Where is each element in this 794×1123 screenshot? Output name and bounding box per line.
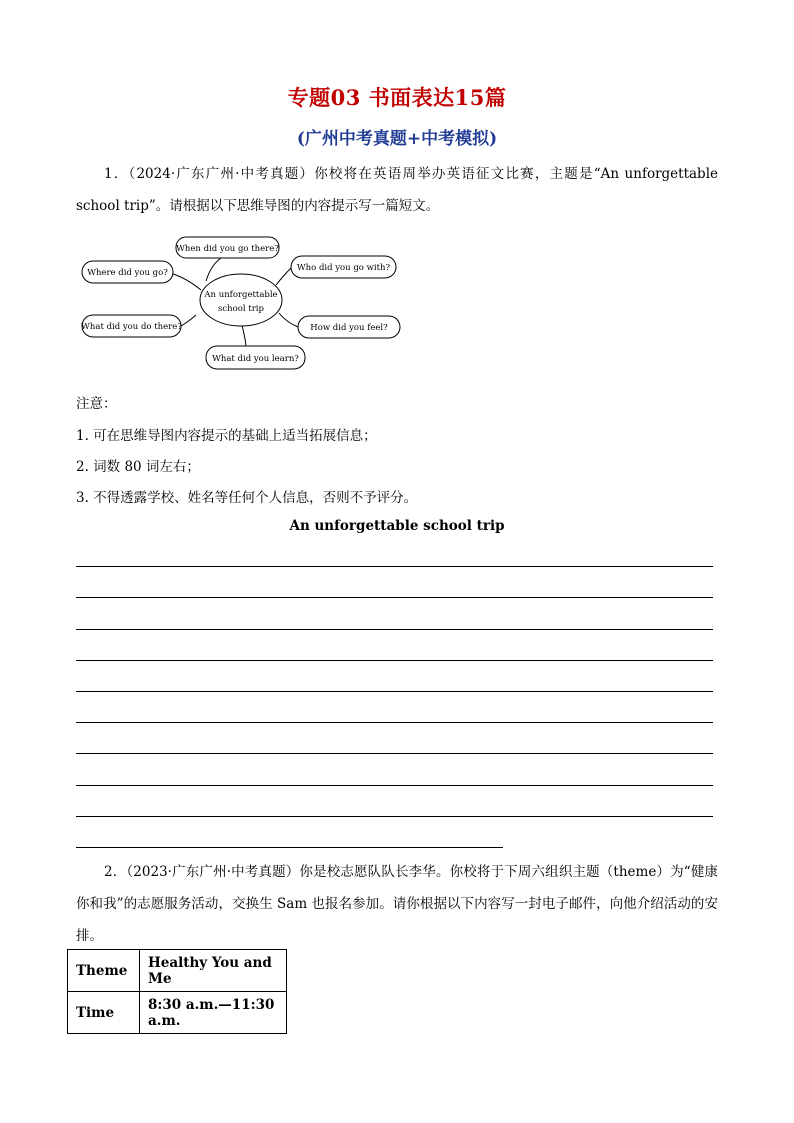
note-item: 2. 词数 80 词左右；: [76, 459, 200, 475]
writing-line: [76, 847, 503, 848]
page-subtitle: (广州中考真题+中考模拟): [296, 129, 498, 149]
table-cell-key: Time: [68, 992, 140, 1034]
table-row: [68, 950, 287, 992]
writing-line: [76, 660, 713, 661]
mind-map-diagram: [76, 230, 406, 375]
question-1-text: 1．（2024·广东广州·中考真题）你校将在英语周举办英语征文比赛，主题是“An unforgettable school trip”。请根据以下思维导图的内容提示写一篇短文。: [76, 166, 718, 214]
writing-line: [76, 691, 713, 692]
writing-line: [76, 629, 713, 630]
essay-title: An unforgettable school trip: [289, 518, 505, 534]
mind-map-node-when: When did you go there?: [176, 244, 279, 254]
table-cell-value: Healthy You and Me: [140, 950, 287, 992]
page-title: 专题03 书面表达15篇: [287, 85, 507, 110]
mind-map-center-label: school trip: [218, 304, 264, 314]
notes-title: 注意：: [76, 396, 117, 412]
writing-line: [76, 597, 713, 598]
mind-map-node-feel: How did you feel?: [310, 323, 388, 333]
writing-line: [76, 753, 713, 754]
note-item: 1. 可在思维导图内容提示的基础上适当拓展信息；: [76, 428, 377, 444]
mind-map-node-who: Who did you go with?: [296, 263, 391, 273]
writing-line: [76, 816, 713, 817]
activity-info-table: [67, 949, 287, 1034]
writing-line: [76, 722, 713, 723]
table-row: [68, 992, 287, 1034]
table-cell-key: Theme: [68, 950, 140, 992]
mind-map-node-where: Where did you go?: [87, 268, 168, 278]
question-2-text: 2．（2023·广东广州·中考真题）你是校志愿队队长李华。你校将于下周六组织主题（theme）为“健康你和我”的志愿服务活动，交换生 Sam 也报名参加。请你根据以下内容写一封电子邮件，向他介绍活动的安排。: [76, 864, 718, 944]
writing-line: [76, 785, 713, 786]
note-item: 3. 不得透露学校、姓名等任何个人信息，否则不予评分。: [76, 490, 418, 506]
mind-map-node-learn: What did you learn?: [212, 354, 299, 364]
mind-map-center-label: An unforgettable: [204, 290, 278, 300]
mind-map-node-what-do: What did you do there?: [81, 322, 182, 332]
table-cell-value: 8:30 a.m.—11:30 a.m.: [140, 992, 287, 1034]
writing-line: [76, 566, 713, 567]
